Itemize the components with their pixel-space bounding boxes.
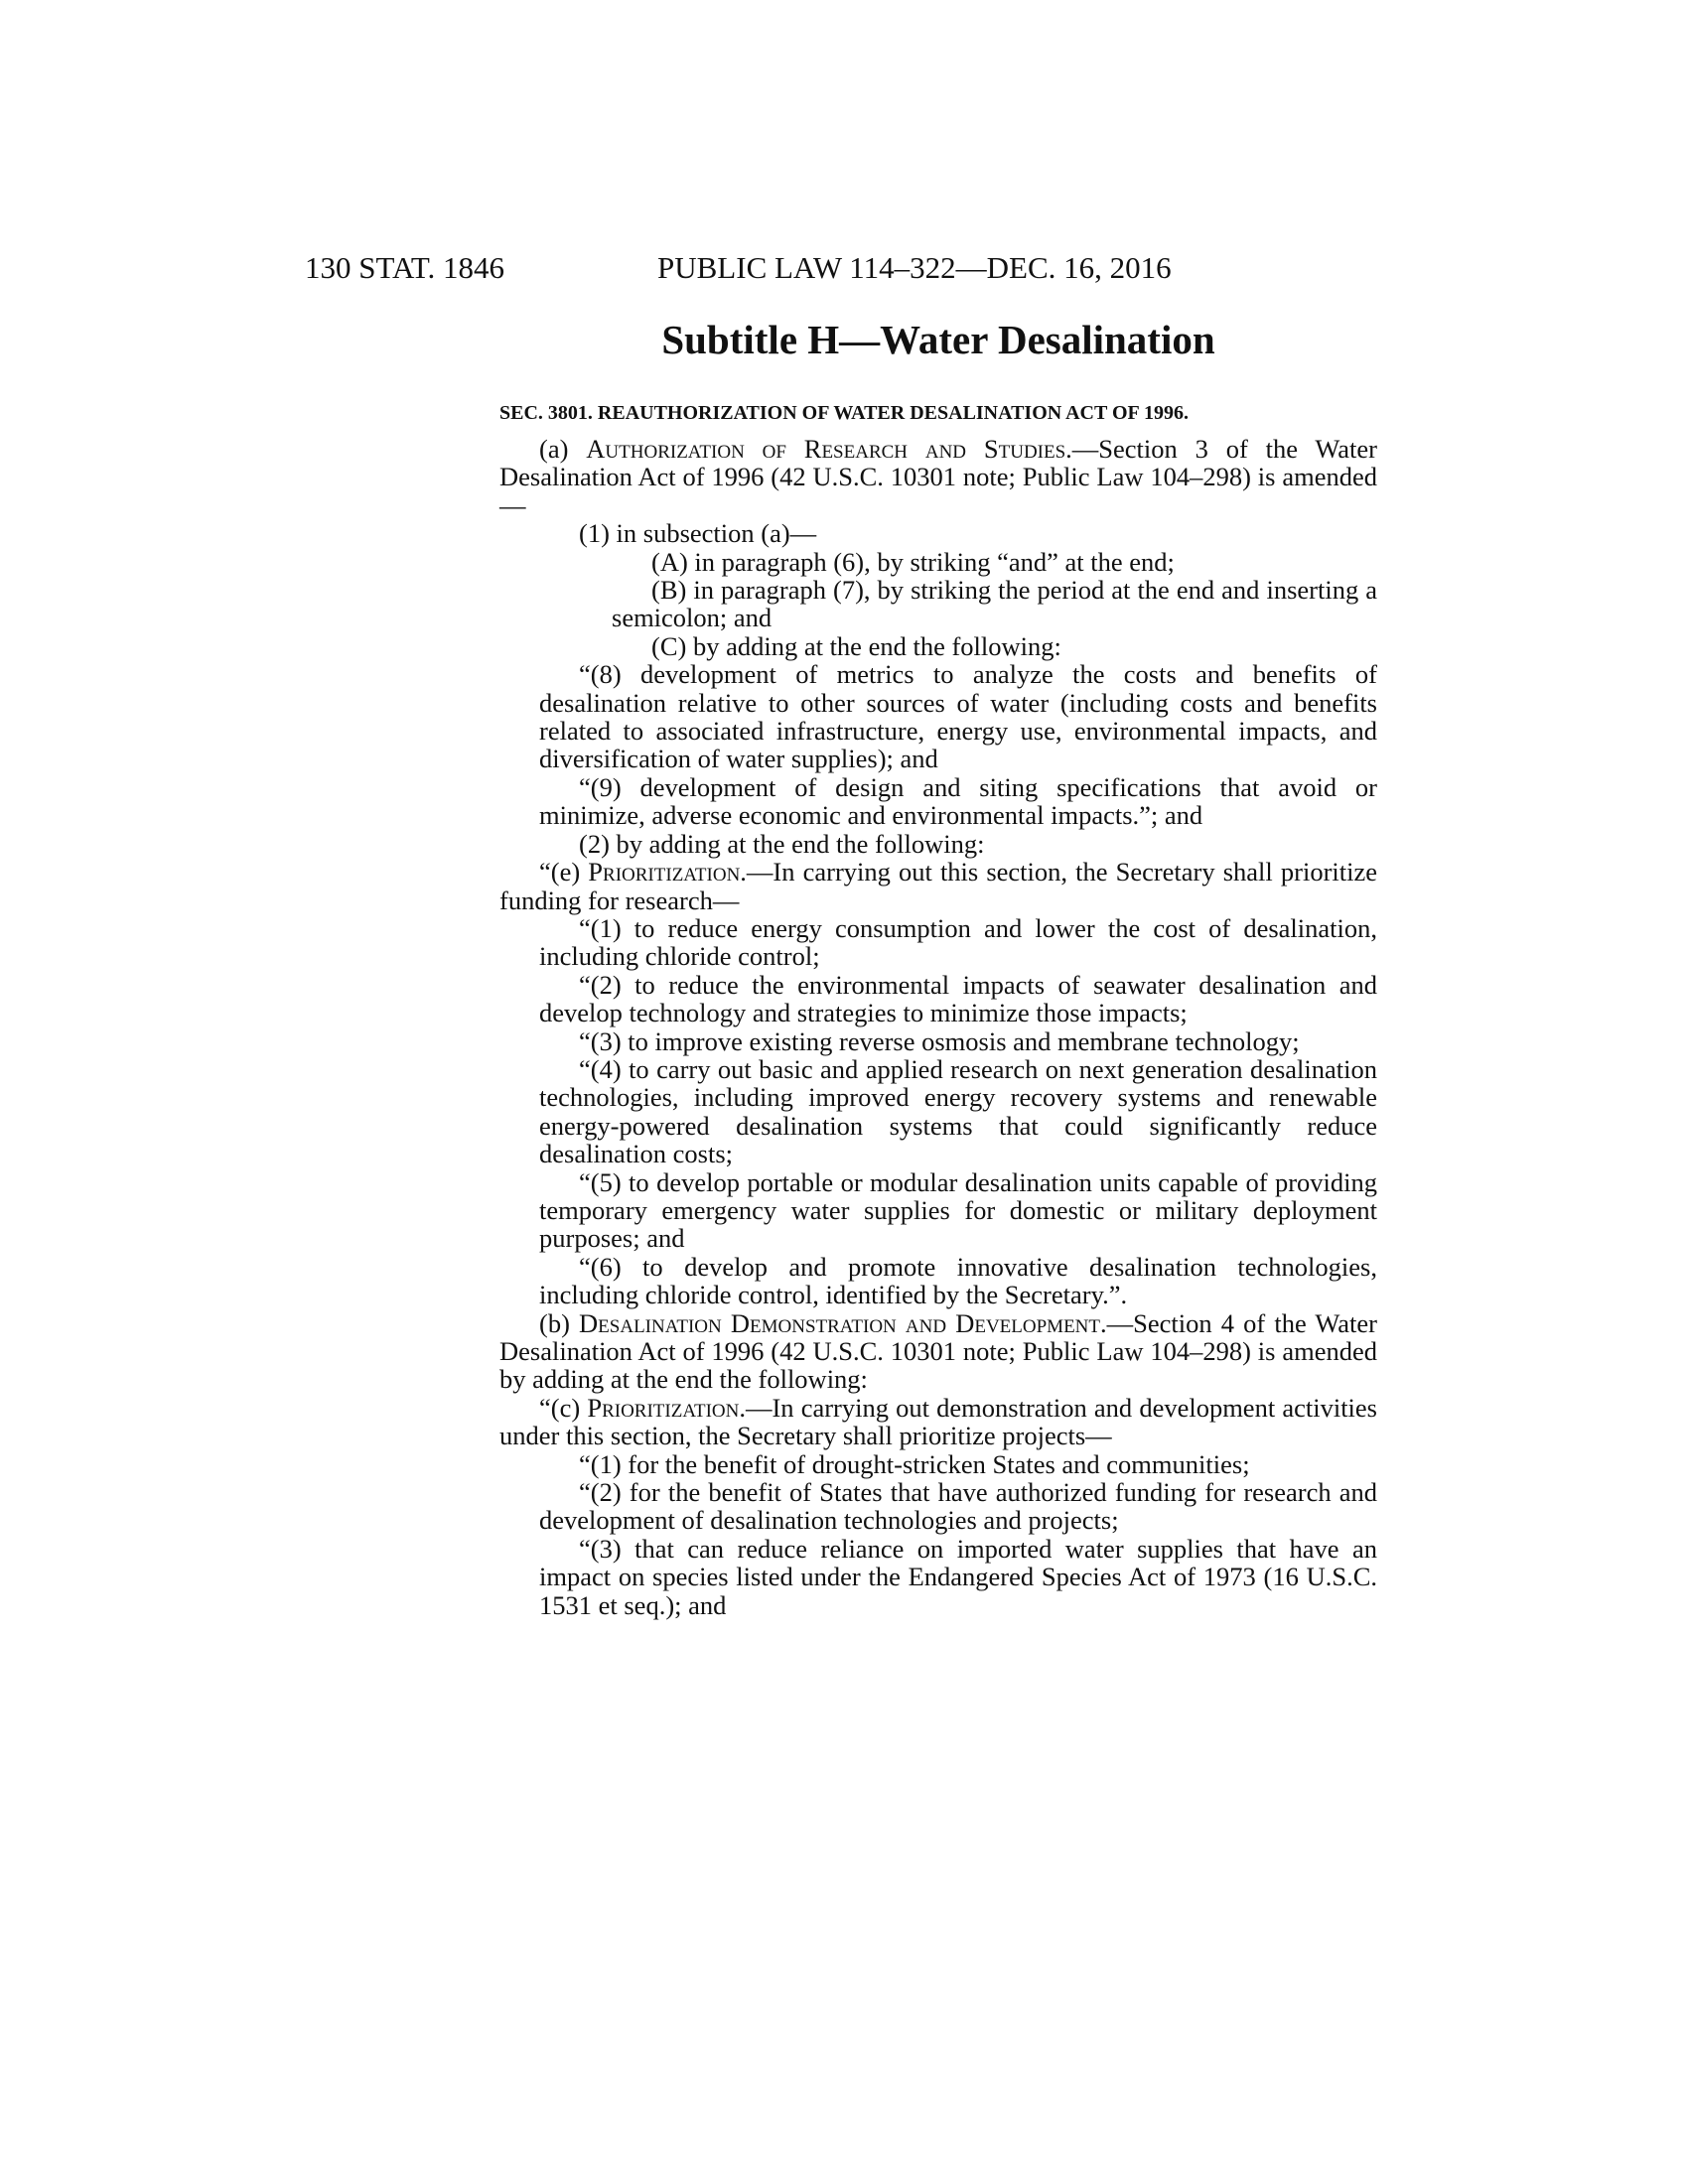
paragraph-a1: (1) in subsection (a)— — [579, 518, 817, 549]
section-heading: SEC. 3801. REAUTHORIZATION OF WATER DESALINATION ACT OF 1996. — [499, 402, 1190, 424]
quoted-e1: “(1) to reduce energy consumption and lower the cost of desalination, including chloride control; — [539, 912, 1377, 972]
subparagraph-a1C: (C) by adding at the end the following: — [651, 630, 1061, 661]
public-law-citation: PUBLIC LAW 114–322—DEC. 16, 2016 — [657, 250, 1172, 285]
quoted-e2: “(2) to reduce the environmental impacts of seawater desalination and develop technology and strategies to minimize those impacts; — [539, 969, 1377, 1028]
subsection-a-text: —Section 3 of the Water Desalination Act of 1996 (42 U.S.C. 10301 note; Public Law 104–298) is amended— — [499, 434, 1378, 520]
quoted-e5: “(5) to develop portable or modular desalination units capable of providing temporary emergency water supplies for domestic or military deployment purposes; and — [539, 1166, 1377, 1254]
subsection-e-text: —In carrying out this section, the Secretary shall prioritize funding for research— — [499, 857, 1378, 915]
quoted-e6: “(6) to develop and promote innovative desalination technologies, including chloride control, identified by the Secretary.”. — [539, 1251, 1377, 1310]
quoted-subsection-c — [499, 1394, 1377, 1450]
quoted-c2: “(2) for the benefit of States that have authorized funding for research and development of desalination technologies and projects; — [539, 1477, 1377, 1536]
subsection-c-label: “(c) — [539, 1392, 581, 1423]
quoted-e3: “(3) to improve existing reverse osmosis and membrane technology; — [579, 1025, 1300, 1056]
subsection-c-text: —In carrying out demonstration and development activities under this section, the Secretary shall prioritize projects— — [499, 1392, 1377, 1451]
subsection-e-label: “(e) — [539, 857, 581, 887]
subsection-b — [499, 1309, 1377, 1394]
subparagraph-a1A: (A) in paragraph (6), by striking “and” at the end; — [651, 546, 1175, 577]
quoted-paragraph-9: “(9) development of design and siting specifications that avoid or minimize, adverse economic and environmental impacts.”; and — [539, 771, 1377, 831]
subsection-e-heading: Prioritization. — [588, 857, 747, 887]
subsection-a-heading: Authorization of Research and Studies. — [586, 434, 1072, 464]
subparagraph-a1B: (B) in paragraph (7), by striking the period at the end and inserting a semicolon; and — [612, 575, 1377, 633]
subsection-b-text: —Section 4 of the Water Desalination Act of 1996 (42 U.S.C. 10301 note; Public Law 104–298) is amended by adding at the end the following: — [499, 1307, 1377, 1395]
quoted-c3: “(3) that can reduce reliance on imported water supplies that have an impact on species listed under the Endangered Species Act of 1973 (16 U.S.C. 1531 et seq.); and — [539, 1533, 1377, 1620]
document-body — [499, 399, 1377, 1619]
quoted-c1: “(1) for the benefit of drought-stricken States and communities; — [579, 1448, 1250, 1479]
subsection-a — [499, 435, 1377, 519]
quoted-subsection-e — [499, 858, 1377, 914]
subsection-b-label: (b) — [539, 1307, 570, 1338]
stat-page-number: 130 STAT. 1846 — [305, 250, 505, 285]
quoted-paragraph-8: “(8) development of metrics to analyze the costs and benefits of desalination relative to other sources of water (including costs and benefits related to associated infrastructure, energy use, environmental impacts, and diversification of water supplies); and — [539, 659, 1377, 774]
subtitle-heading: Subtitle H—Water Desalination — [661, 317, 1215, 362]
subsection-c-heading: Prioritization. — [587, 1392, 746, 1423]
paragraph-a2: (2) by adding at the end the following: — [579, 828, 985, 859]
quoted-e4: “(4) to carry out basic and applied research on next generation desalination technologies, including improved energy recovery systems and renewable energy-powered desalination systems that could significantly reduce desalination costs; — [539, 1053, 1377, 1169]
subsection-a-label: (a) — [539, 434, 569, 464]
subsection-b-heading: Desalination Demonstration and Development. — [579, 1307, 1107, 1338]
